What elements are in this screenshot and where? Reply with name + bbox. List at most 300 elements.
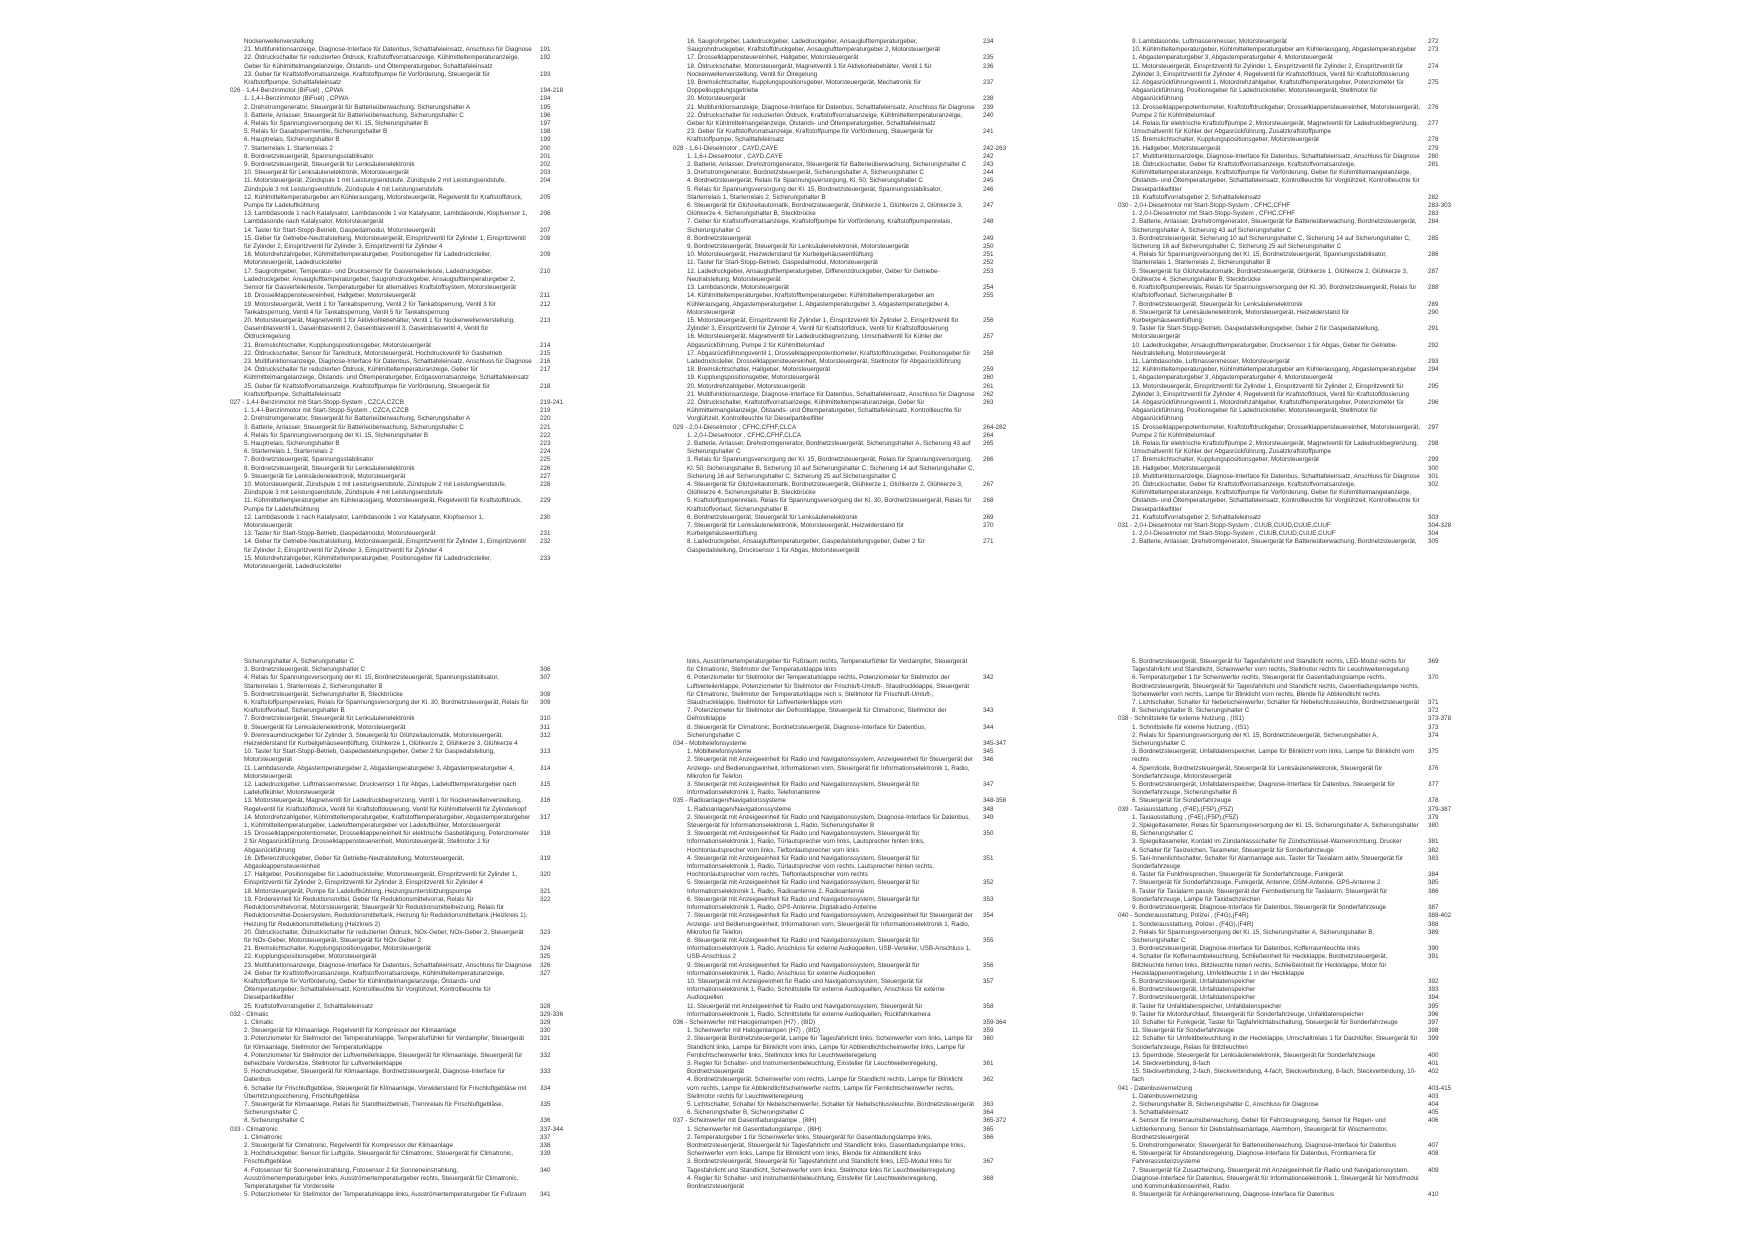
entry-text: 2. Batterie, Anlasser, Drehstromgenerator, Steuergerät für Batterieüberwachung, Sicherungshalter C bbox=[687, 161, 967, 169]
section-heading bbox=[1118, 202, 1488, 210]
page-number: 396 bbox=[1428, 1010, 1439, 1018]
page-number: 364 bbox=[983, 1109, 994, 1117]
entry-text: 7. Potenziometer für Stellmotor der Defrostklappe, Steuergerät für Climatronic, Stellmotor der Defrostklappe bbox=[687, 707, 947, 723]
entry-text: 032 - Climatic bbox=[230, 1010, 269, 1018]
index-entry bbox=[687, 38, 1043, 54]
index-entry bbox=[244, 888, 600, 896]
index-entry bbox=[1132, 268, 1488, 284]
index-entry bbox=[244, 251, 600, 267]
entry-text: 8. Steuergerät für Lenksäulenelektronik, Motorsteuergerät, Heizwiderstand für Kurbelgehäuseentlüftung bbox=[1132, 308, 1350, 324]
index-entry bbox=[1132, 1150, 1488, 1166]
page-number: 325 bbox=[540, 953, 551, 961]
entry-text: 23. Multifunktionsanzeige, Diagnose-Interface für Datenbus, Schalttafeleinsatz, Anschluss für Diagnose bbox=[244, 961, 532, 969]
entry-text: 5. Hochdruckgeber, Steuergerät für Klimaanlage, Bordnetzsteuergerät, Diagnose-Interface für Datenbus bbox=[244, 1068, 506, 1084]
entry-text: 11. Steuergerät mit Anzeigeeinheit für Radio und Navigationssystem, Steuergerät für Informationselektronik 1, Radio, Schnittstelle für externe Audioquellen, Rückfahrkamera bbox=[687, 1002, 931, 1018]
index-entry bbox=[244, 514, 600, 530]
entry-text: 13. Lambdasonde 1 nach Katalysator, Lambdasonde 1 vor Katalysator, Lambdasonde, Klopfsensor 1, Lambdasonde nach Katalysator, Motorsteuergerät bbox=[244, 210, 528, 226]
page-number: 213 bbox=[540, 316, 551, 324]
entry-text: 15. Drosselklappenpotentiometer, Kraftstoffdruckgeber, Drosselklappensteuereinheit, Motorsteuergerät, Pumpe 2 für Kühlmittelumlauf bbox=[1132, 423, 1420, 439]
index-entry bbox=[244, 120, 600, 128]
page-number: 297 bbox=[1428, 423, 1439, 431]
entry-text: 7. Bordnetzsteuergerät, Steuergerät für Lenksäulenelektronik bbox=[1132, 300, 1303, 308]
index-entry bbox=[1132, 1003, 1488, 1011]
index-entry bbox=[244, 530, 600, 538]
page-number: 372 bbox=[1428, 707, 1439, 715]
entry-text: 3. Steuergerät mit Anzeigeeinheit für Radio und Navigationssystem, Steuergerät für Informationselektronik 1, Radio, Telefonantenne bbox=[687, 781, 920, 797]
entry-text: 8. Steuergerät für Climatronic, Bordnetzsteuergerät, Diagnose-Interface für Datenbus, Sicherungshalter C bbox=[687, 723, 927, 739]
entry-text: 6. Steuergerät für Abstandsregelung, Diagnose-Interface für Datenbus, Frontkamera für Fahrerassistenzsysteme bbox=[1132, 1150, 1376, 1166]
index-entry bbox=[687, 814, 1043, 830]
entry-text: 9. Bordnetzsteuergerät, Steuergerät für Lenksäulenelektronik bbox=[244, 161, 415, 169]
entry-text: 16. Relais für elektrische Kraftstoffpumpe 2, Motorsteuergerät, Magnetventil für Ladedruckbegrenzung, Umschaltventil für Kühler der Abgasrückführung, Zusatzkraftstoffpumpe bbox=[1132, 439, 1419, 456]
entry-text: 4. Schalter für Kofferraumbeleuchtung, Schließeinheit für Heckklappe, Bordnetzsteuergerät, Blitzleuchte hinten links, Blitzleuchte hinten rechts, Schließeinheit für Heckklappe, Motor für Heckklappenentriegelung, Umfeldleuchte 1 in der Heckklappe bbox=[1132, 953, 1388, 977]
page-number: 398 bbox=[1428, 1027, 1439, 1035]
entry-text: 034 - Mobiltelefonsysteme bbox=[673, 740, 747, 748]
entry-text: 5. Kraftstoffpumpenrelais, Relais für Spannungsversorgung der Kl. 30, Bordnetzsteuergerät, Relais für Kraftstoffvorlauf, Sicherungshalter B bbox=[687, 497, 972, 513]
index-entry bbox=[1132, 781, 1488, 797]
page-number: 329 bbox=[540, 1018, 551, 1026]
entry-text: 8. Taster für Taxialarm passiv, Steuergerät der Fernbedienung für Taxialarm, Steuergerät für Sonderfahrzeuge, Lampe für Taxidachzeichen bbox=[1132, 887, 1388, 903]
page-number: 240 bbox=[983, 111, 994, 119]
entry-text: 23. Geber für Kraftstoffvorratsanzeige, Kraftstoffpumpe für Vorförderung, Steuergerät für Kraftstoffpumpe, Schalttafeleinsatz bbox=[687, 128, 933, 144]
page-number: 216 bbox=[540, 357, 551, 365]
index-entry bbox=[244, 104, 600, 112]
index-entry bbox=[244, 169, 600, 177]
index-entry bbox=[244, 497, 600, 513]
index-entry bbox=[244, 871, 600, 887]
page-number: 377 bbox=[1428, 781, 1439, 789]
page-number: 379-387 bbox=[1428, 805, 1452, 813]
index-entry bbox=[1132, 921, 1488, 929]
entry-text: 12. Ladedruckgeber, Ansauglufttemperaturgeber, Differenzdruckgeber, Geber für Getriebe-Neutralstellung, Motorsteuergerät bbox=[687, 267, 940, 283]
entry-text: 7. Steuergerät für Klimaanlage, Relais für Standheizbetrieb, Trennrelais für Frischluftgebläse, Sicherungshalter C bbox=[244, 1100, 504, 1117]
entry-text: 18. Hallgeber, Motorsteuergerät bbox=[1132, 464, 1221, 472]
index-entry bbox=[1132, 994, 1488, 1002]
page-number: 316 bbox=[540, 797, 551, 805]
index-entry bbox=[1132, 63, 1488, 79]
index-entry bbox=[244, 748, 600, 764]
entry-text: 24. Geber für Kraftstoffvorratsanzeige, Kraftstoffvorratsanzeige, Kühlmitteltemperaturanzeige, Kraftstoffpumpe für Vorförderung, Geber für Kühlmittelmangelanzeige, Ölstands- und Öltemperaturgeber, Schalttafeleinsatz, Kontrollleuchte für Vorglühzeit, Kontrollleuchte für Dieselpartikelfilter bbox=[244, 969, 505, 1002]
entry-text: 2. Sicherungshalter B, Sicherungshalter C, Anschluss für Diagnose bbox=[1132, 1100, 1319, 1108]
index-entry bbox=[244, 38, 600, 46]
index-entry bbox=[244, 945, 600, 953]
entry-text: 20. Motordrehzahlgeber, Motorsteuergerät bbox=[687, 382, 805, 390]
entry-text: 5. Taxi-Innenlichtschalter, Schalter für Alarmanlage aus, Taster für Taxialarm aktiv, Steuergerät für Sonderfahrzeuge bbox=[1132, 854, 1404, 871]
entry-text: 1. Climatic bbox=[244, 1018, 274, 1026]
entry-text: 4. Relais für Spannungsversorgung der Kl. 15, Sicherungshalter B bbox=[244, 431, 429, 439]
page-number: 370 bbox=[1428, 674, 1439, 682]
index-entry bbox=[687, 522, 1043, 538]
page-number: 229 bbox=[540, 497, 551, 505]
page-number: 285 bbox=[1428, 234, 1439, 242]
entry-text: 10. Schalter für Funkgerät, Taster für Tagfahrlichtabschaltung, Steuergerät für Sonderfahrzeuge bbox=[1132, 1018, 1398, 1026]
entry-text: 4. Potenziometer für Stellmotor der Luftverteilerklappe, Steuergerät für Klimaanlage, Steuergerät für beheizbare Vordersitze, Stellmotor für Luftverteilerklappe bbox=[244, 1051, 523, 1067]
entry-text: 4. Schalter für Taxizeichen, Taxameter, Steuergerät für Sonderfahrzeuge bbox=[1132, 846, 1334, 854]
index-entry bbox=[244, 128, 600, 136]
page-number: 311 bbox=[540, 723, 551, 731]
index-entry bbox=[687, 1126, 1043, 1134]
page-number: 238 bbox=[983, 95, 994, 103]
index-entry bbox=[1132, 1068, 1488, 1084]
index-entry bbox=[687, 855, 1043, 880]
index-entry bbox=[687, 514, 1043, 522]
entry-text: 17. Saugrohrgeber, Temperatur- und Drucksensor für Gasverteilerleiste, Ladedruckgeber, Ladedruckgeber, Ansauglufttemperaturgeber, Saugrohrdruckgeber, Ansauglufttemperaturgeber 2, Sensor für Gasverteilerleiste, Temperaturgeber für alternatives Kraftstoffsystem, Motorsteuergerät bbox=[244, 267, 517, 292]
page-number: 310 bbox=[540, 715, 551, 723]
entry-text: 031 - 2,0-l-Dieselmotor mit Start-Stopp-System , CUUB,CUUD,CUUE,CUUF bbox=[1118, 521, 1331, 529]
page-number: 368 bbox=[983, 1174, 994, 1182]
entry-text: 7. Steuergerät mit Anzeigeeinheit für Radio und Navigationssystem, Anzeigeeinheit für Steuergerät der Anzeige- und Bedienungseinheit, Informationen vorn, Steuergerät für Informationselektronik 1, Radio, Mikrofon für Telefon bbox=[687, 912, 973, 936]
index-entry bbox=[1132, 251, 1488, 267]
page-number: 264 bbox=[983, 431, 994, 439]
entry-text: 1. 1,4-l-Benzinmotor mit Start-Stopp-System , CZCA,CZCB bbox=[244, 407, 409, 415]
page-number: 239 bbox=[983, 103, 994, 111]
page-number: 234 bbox=[983, 38, 994, 45]
index-entry bbox=[244, 95, 600, 103]
index-entry bbox=[687, 658, 1043, 674]
index-entry bbox=[687, 104, 1043, 112]
index-entry bbox=[1132, 879, 1488, 887]
index-entry bbox=[244, 896, 600, 929]
index-entry bbox=[244, 1134, 600, 1142]
page-number: 376 bbox=[1428, 764, 1439, 772]
page-number: 323 bbox=[540, 928, 551, 936]
page-number: 251 bbox=[983, 251, 994, 259]
entry-text: 2. Relais für Spannungsversorgung der Kl. 15, Sicherungshalter A, Sicherungshalter B, Sicherungshalter C bbox=[1132, 928, 1375, 944]
entry-text: 6. Temperaturgeber 1 für Scheinwerfer rechts, Steuergerät für Gasentladungslampe rechts, Bordnetzsteuergerät, Steuergerät für Tagesfahrlicht und Standlicht rechts, Gasentladungslampe rechts, Scheinwerfer vorn rechts, Lampe für Blinklicht vorn rechts, Blende für Abblendlicht rechts bbox=[1132, 674, 1420, 698]
page-number: 326 bbox=[540, 961, 551, 969]
entry-text: 14. Abgasrückführungsventil 1, Motordrehzahlgeber, Kraftstofftemperaturgeber, Potenziometer für Abgasrückführung, Positionsgeber für Ladedrucksteller, Motorsteuergerät, Stellmotor für Abgasrückführung bbox=[1132, 398, 1404, 423]
page-number: 309 bbox=[540, 699, 551, 707]
index-entry bbox=[244, 194, 600, 210]
page-number: 324 bbox=[540, 945, 551, 953]
page-number: 352 bbox=[983, 879, 994, 887]
index-entry bbox=[687, 497, 1043, 513]
index-entry bbox=[244, 1101, 600, 1117]
page-number: 314 bbox=[540, 764, 551, 772]
entry-text: 028 - 1,6-l-Dieselmotor , CAYD,CAYE bbox=[673, 144, 778, 152]
page-number: 388-402 bbox=[1428, 912, 1452, 920]
page-number: 220 bbox=[540, 415, 551, 423]
page-number: 286 bbox=[1428, 251, 1439, 259]
index-entry bbox=[244, 1117, 600, 1125]
index-entry bbox=[687, 374, 1043, 382]
page-number: 336 bbox=[540, 1117, 551, 1125]
index-entry bbox=[244, 292, 600, 300]
index-entry bbox=[244, 953, 600, 961]
index-column bbox=[230, 658, 600, 1199]
page-number: 258 bbox=[983, 349, 994, 357]
page-number: 195 bbox=[540, 103, 551, 111]
page-number: 214 bbox=[540, 341, 551, 349]
page-number: 358 bbox=[983, 1002, 994, 1010]
entry-text: 029 - 2,0-l-Dieselmotor , CFHC,CFHF,CLCA bbox=[673, 423, 797, 431]
entry-text: 19. Motorsteuergerät, Ventil 1 für Tankabsperrung, Ventil 2 für Tankabsperrung, Ventil 3 für Tankabsperrung, Ventil 4 für Tankabsperrung, Ventil 5 für Tankabsperrung bbox=[244, 300, 496, 316]
entry-text: 22. Öldruckschalter für reduzierten Öldruck, Kraftstoffvorratsanzeige, Kühlmitteltemperaturanzeige, Geber für Kühlmittelmangelanzeige, Ölstands- und Öltemperaturgeber, Schalttafeleinsatz bbox=[244, 54, 520, 70]
page-number: 237 bbox=[983, 79, 994, 87]
entry-text: 18. Bremslichtschalter, Hallgeber, Motorsteuergerät bbox=[687, 366, 831, 374]
index-entry bbox=[687, 937, 1043, 962]
entry-text: 21. Multifunktionsanzeige, Diagnose-Interface für Datenbus, Schalttafeleinsatz, Anschluss für Diagnose bbox=[244, 46, 532, 54]
entry-text: 9. Steuergerät für Lenksäulenelektronik, Motorsteuergerät bbox=[244, 472, 406, 480]
page-number: 280 bbox=[1428, 152, 1439, 160]
entry-text: 3. Potenziometer für Stellmotor der Temperaturklappe, Temperaturfühler für Verdampfer, Steuergerät für Klimaanlage, Stellmotor der Temperaturklappe bbox=[244, 1035, 525, 1051]
entry-text: 1. Climatronic bbox=[244, 1133, 283, 1141]
index-entry bbox=[244, 781, 600, 797]
page-number: 375 bbox=[1428, 748, 1439, 756]
entry-text: 14. Motordrehzahlgeber, Kühlmitteltemperaturgeber, Kraftstofftemperaturgeber, Abgastemperaturgeber 1, Kühlmitteltemperaturgeber, Ladelufttemperaturgeber vor Ladeluftkühler, Motorsteuergerät bbox=[244, 813, 531, 830]
entry-text: 6. Steuergerät mit Anzeigeeinheit für Radio und Navigationssystem, Steuergerät für Informationselektronik 1, Radio, GPS-Antenne, Digitalradio-Antenne bbox=[687, 895, 920, 912]
index-entry bbox=[1132, 46, 1488, 62]
page-number: 198 bbox=[540, 128, 551, 136]
entry-text: 6. Kraftstoffpumpenrelais, Relais für Spannungsversorgung der Kl. 30, Bordnetzsteuergerät, Relais für Kraftstoffvorlauf, Sicherungshalter B bbox=[1132, 284, 1417, 300]
entry-text: 21. Multifunktionsanzeige, Diagnose-Interface für Datenbus, Schalttafeleinsatz, Anschluss für Diagnose bbox=[687, 390, 975, 398]
entry-text: 10. Steuergerät mit Anzeigeeinheit für Radio und Navigationssystem, Steuergerät für Informationselektronik 1, Radio, Schnittstelle für externe Audioquellen, Anschluss für externe Audioquellen bbox=[687, 977, 945, 1002]
index-entry bbox=[1132, 732, 1488, 748]
entry-text: 6. Schalter für Frischluftgebläse, Steuergerät für Klimaanlage, Vorwiderstand für Frischluftgebläse mit Überhitzungssicherung, Frischluftgebläse bbox=[244, 1084, 527, 1100]
index-entry bbox=[687, 1076, 1043, 1101]
page-number: 367 bbox=[983, 1158, 994, 1166]
entry-text: 4. Fotosensor für Sonneneinstrahlung, Fotosensor 2 für Sonneneinstrahlung, Ausströmertemperaturgeber links, Ausströmertemperaturgeber rechts, Steuergerät für Climatronic, Temperaturgeber für Vorderseite bbox=[244, 1166, 519, 1190]
page-number: 406 bbox=[1428, 1117, 1439, 1125]
page-number: 194-218 bbox=[540, 87, 564, 95]
page-number: 394 bbox=[1428, 994, 1439, 1002]
page-number: 349 bbox=[983, 813, 994, 821]
page-number: 219 bbox=[540, 407, 551, 415]
index-entry bbox=[1132, 707, 1488, 715]
entry-text: 1. 2,0-l-Dieselmotor mit Start-Stopp-System , CUUB,CUUD,CUUE,CUUF bbox=[1132, 530, 1336, 538]
index-entry bbox=[244, 699, 600, 715]
index-entry bbox=[687, 218, 1043, 234]
page-number: 291 bbox=[1428, 325, 1439, 333]
index-entry bbox=[244, 383, 600, 399]
page-number: 219-241 bbox=[540, 398, 564, 406]
index-entry bbox=[244, 358, 600, 366]
page-number: 383 bbox=[1428, 854, 1439, 862]
entry-text: 15. Drosselklappenpotentiometer, Drosselklappeneinheit für elektrische Gasbetätigung, Potenziometer 2 für Abgasrückführung, Drosselklappensteuereinheit, Motorsteuergerät, Stellmotor 2 für Abgasrückführung bbox=[244, 830, 530, 854]
page-number: 284 bbox=[1428, 218, 1439, 226]
page-number: 200 bbox=[540, 144, 551, 152]
page-number: 308 bbox=[540, 690, 551, 698]
index-entry bbox=[244, 1150, 600, 1166]
index-entry bbox=[1132, 235, 1488, 251]
page-number: 399 bbox=[1428, 1035, 1439, 1043]
page-number: 385 bbox=[1428, 879, 1439, 887]
index-entry bbox=[244, 54, 600, 70]
entry-text: 22. Öldruckschalter, Kraftstoffvorratsanzeige, Kühlmitteltemperaturanzeige, Geber für Kühlmittelmangelanzeige, Ölstands- und Öltemperaturgeber, Schalttafeleinsatz, Kontrollleuchte für Vorglühzeit, Kontrollleuchte für Dieselpartikelfilter bbox=[687, 398, 962, 423]
entry-text: 027 - 1,4-l-Benzinmotor mit Start-Stopp-System , CZCA,CZCB bbox=[230, 398, 404, 406]
index-entry bbox=[1132, 514, 1488, 522]
page-number: 304 bbox=[1428, 530, 1439, 538]
entry-text: 8. Bordnetzsteuergerät bbox=[687, 234, 752, 242]
entry-text: 10. Ladedruckgeber, Ansauglufttemperaturgeber, Drucksensor 1 für Abgas, Geber für Getriebe-Neutralstellung, Motorsteuergerät bbox=[1132, 341, 1398, 357]
entry-text: 12. Kühlmitteltemperaturgeber, Kühlmitteltemperaturgeber am Kühlerausgang, Abgastemperaturgeber 1, Abgastemperaturgeber 3, Abgastemperaturgeber 4, Motorsteuergerät bbox=[1132, 366, 1417, 382]
index-entry bbox=[244, 830, 600, 855]
entry-text: 7. Bordnetzsteuergerät, Unfalldatenspeicher bbox=[1132, 994, 1256, 1002]
entry-text: 22. Kupplungspositionsgeber, Motorsteuergerät bbox=[244, 953, 377, 961]
page-number: 335 bbox=[540, 1100, 551, 1108]
index-entry bbox=[687, 748, 1043, 756]
page-number: 211 bbox=[540, 292, 551, 300]
entry-text: 2. Steuergerät für Climatronic, Regelventil für Kompressor der Klimaanlage bbox=[244, 1141, 453, 1149]
page-number: 410 bbox=[1428, 1191, 1439, 1199]
index-entry bbox=[687, 1134, 1043, 1159]
index-entry bbox=[244, 432, 600, 440]
index-entry bbox=[687, 268, 1043, 284]
page-number: 196 bbox=[540, 111, 551, 119]
entry-text: 14. Geber für Getriebe-Neutralstellung, Motorsteuergerät, Einspritzventil für Zylinder 1, Einspritzventil für Zylinder 2, Einspritzventil für Zylinder 3, Einspritzventil für Zylinder 4 bbox=[244, 538, 526, 554]
index-entry bbox=[244, 448, 600, 456]
page-number: 207 bbox=[540, 226, 551, 234]
index-entry bbox=[687, 54, 1043, 62]
index-entry bbox=[1132, 342, 1488, 358]
page-number: 312 bbox=[540, 731, 551, 739]
page-number: 318 bbox=[540, 830, 551, 838]
entry-text: 7. Steuergerät für Zusatzheizung, Steuergerät mit Anzeigeeinheit für Radio und Navigationssystem, Diagnose-Interface für Datenbus, Steuergerät für Informationselektronik 1, Steuergerät für Notrufmodul und Kommunikationseinheit, Radio bbox=[1132, 1166, 1419, 1190]
index-entry bbox=[687, 383, 1043, 391]
page-number: 392 bbox=[1428, 977, 1439, 985]
page-number: 294 bbox=[1428, 366, 1439, 374]
page-number: 272 bbox=[1428, 38, 1439, 45]
entry-text: 12. Kühlmitteltemperaturgeber am Kühlerausgang, Motorsteuergerät, Regelventil für Kraftstoffdruck, Pumpe für Ladeluftkühlung bbox=[244, 193, 523, 210]
index-entry bbox=[1132, 1117, 1488, 1142]
entry-text: 4. Steuergerät für Glühzeitautomatik, Bordnetzsteuergerät, Glühkerze 1, Glühkerze 2, Glühkerze 3, Glühkerze 4, Sicherungshalter B, Steckbrücke bbox=[687, 480, 963, 497]
section-heading bbox=[1118, 806, 1488, 814]
entry-text: 14. Steckverbindung, 8-fach bbox=[1132, 1059, 1211, 1067]
page-number: 202 bbox=[540, 161, 551, 169]
index-entry bbox=[687, 724, 1043, 740]
entry-text: 4. Relais für Spannungsversorgung der Kl. 15, Bordnetzsteuergerät, Spannungsstabilisator, Starterrelais 1, Starterrelais 2, Sicherungshalter B bbox=[1132, 251, 1387, 267]
index-entry bbox=[687, 781, 1043, 797]
index-entry bbox=[1132, 530, 1488, 538]
page-number: 298 bbox=[1428, 439, 1439, 447]
index-entry bbox=[1132, 325, 1488, 341]
index-entry bbox=[687, 95, 1043, 103]
page-number: 328 bbox=[540, 1002, 551, 1010]
entry-text: 18. Öldruckschalter, Motorsteuergerät, Magnetventil 1 für Aktivkohlebehälter, Ventil 1 für Nockenwellenverstellung, Ventil für Ölregelung bbox=[687, 62, 932, 78]
page-number: 333 bbox=[540, 1068, 551, 1076]
entry-text: 3. Bordnetzsteuergerät, Steuergerät für Tagesfahrlicht und Standlicht links, LED-Modul links für Tagesfahrlicht und Standlicht, Scheinwerfer vorn links, Stellmotor links für Leuchtweitenregelung bbox=[687, 1158, 955, 1174]
entry-text: 6. Taster für Funkfreisprechen, Steuergerät für Sonderfahrzeuge, Funkgerät bbox=[1132, 871, 1343, 879]
index-entry bbox=[1132, 986, 1488, 994]
page-number: 292 bbox=[1428, 341, 1439, 349]
page-number: 191 bbox=[540, 46, 551, 54]
index-column bbox=[1118, 38, 1488, 547]
page-number: 246 bbox=[983, 185, 994, 193]
index-column bbox=[673, 38, 1043, 555]
entry-text: 20. Öldruckschalter, Geber für Kraftstoffvorratsanzeige, Kraftstoffvorratsanzeige, Kühlmitteltemperaturanzeige, Kraftstoffpumpe für Vorförderung, Geber für Kühlmittelmangelanzeige, Ölstands- und Öltemperaturgeber, Schalttafeleinsatz, Kontrollleuchte für Vorglühzeit, Kontrollleuchte für Dieselpartikelfilter bbox=[1132, 480, 1420, 513]
page-number: 355 bbox=[983, 936, 994, 944]
index-entry bbox=[244, 153, 600, 161]
entry-text: 7. Bordnetzsteuergerät, Steuergerät für Lenksäulenelektronik bbox=[244, 715, 415, 723]
page-number: 208 bbox=[540, 234, 551, 242]
page-number: 210 bbox=[540, 267, 551, 275]
index-entry bbox=[1132, 399, 1488, 424]
entry-text: 15. Geber für Getriebe-Neutralstellung, Motorsteuergerät, Einspritzventil für Zylinder 1, Einspritzventil für Zylinder 2, Einspritzventil für Zylinder 3, Einspritzventil für Zylinder 4 bbox=[244, 234, 526, 251]
page-number: 230 bbox=[540, 513, 551, 521]
page-number: 319 bbox=[540, 854, 551, 862]
entry-text: 4. Bordnetzsteuergerät, Relais für Spannungsversorgung, Kl. 50, Sicherungshalter C bbox=[687, 177, 923, 185]
index-entry bbox=[244, 1035, 600, 1051]
index-entry bbox=[244, 962, 600, 970]
page-number: 293 bbox=[1428, 357, 1439, 365]
entry-text: 11. Taster für Start-Stopp-Betrieb, Gaspedalmodul, Motorsteuergerät bbox=[687, 259, 878, 267]
index-entry bbox=[244, 1085, 600, 1101]
index-entry bbox=[1132, 473, 1488, 481]
entry-text: 7. Bordnetzsteuergerät, Spannungsstabilisator bbox=[244, 456, 374, 464]
index-entry bbox=[687, 202, 1043, 218]
index-entry bbox=[1132, 79, 1488, 104]
entry-text: 3. Regler für Schalter- und Instrumentenbeleuchtung, Einsteller für Leuchtweitenregelung, Bordnetzsteuergerät bbox=[687, 1059, 938, 1076]
page-number: 250 bbox=[983, 243, 994, 251]
page-number: 247 bbox=[983, 202, 994, 210]
page-number: 351 bbox=[983, 854, 994, 862]
entry-text: 6. Bordnetzsteuergerät, Steuergerät für Lenksäulenelektronik bbox=[687, 513, 858, 521]
page-number: 288 bbox=[1428, 284, 1439, 292]
page-number: 366 bbox=[983, 1133, 994, 1141]
index-entry bbox=[1132, 945, 1488, 953]
index-entry bbox=[244, 1167, 600, 1192]
page-number: 303 bbox=[1428, 513, 1439, 521]
page-number: 386 bbox=[1428, 887, 1439, 895]
index-column bbox=[673, 658, 1043, 1191]
entry-text: 18. Öldruckschalter, Geber für Kraftstoffvorratsanzeige, Kraftstoffvorratsanzeige, Kühlmitteltemperaturanzeige, Kraftstoffpumpe für Vorförderung, Geber für Kühlmittelmangelanzeige, Ölstands- und Öltemperaturgeber, Schalttafeleinsatz, Kontrollleuchte für Vorglühzeit, Kontrollleuchte für Dieselpartikelfilter bbox=[1132, 161, 1420, 193]
page-number: 244 bbox=[983, 169, 994, 177]
entry-text: 24. Öldruckschalter für reduzierten Öldruck, Kühlmitteltemperaturanzeige, Geber für Kühlmittelmangelanzeige, Ölstands- und Öltemperaturgeber, Erdgasvorratsanzeige, Schalttafeleinsatz bbox=[244, 366, 529, 382]
page-number: 283 bbox=[1428, 210, 1439, 218]
page-number: 254 bbox=[983, 284, 994, 292]
index-entry bbox=[687, 830, 1043, 855]
index-entry bbox=[244, 342, 600, 350]
page-number: 397 bbox=[1428, 1018, 1439, 1026]
entry-text: 21. Bremslichtschalter, Kupplungspositionsgeber, Motorsteuergerät bbox=[244, 945, 431, 953]
page-number: 389 bbox=[1428, 928, 1439, 936]
entry-text: 9. Bordnetzsteuergerät, Diagnose-Interface für Datenbus, Steuergerät für Sonderfahrzeuge bbox=[1132, 904, 1387, 912]
index-entry bbox=[244, 724, 600, 732]
index-entry bbox=[687, 161, 1043, 169]
page-number: 281 bbox=[1428, 161, 1439, 169]
index-entry bbox=[1132, 481, 1488, 514]
index-entry bbox=[1132, 748, 1488, 764]
entry-text: 19. Kraftstoffvorratsgeber 2, Schalttafeleinsatz bbox=[1132, 193, 1262, 201]
page-number: 322 bbox=[540, 895, 551, 903]
entry-text: 7. Steuergerät für Sonderfahrzeuge, Funkgerät, Antenne, GSM-Antenne, GPS-Antenne 2 bbox=[1132, 879, 1381, 887]
page-number: 391 bbox=[1428, 953, 1439, 961]
entry-text: 19. Bremslichtschalter, Kupplungspositionsgeber, Motorsteuergerät, Mechatronik für Doppelkupplungsgetriebe bbox=[687, 79, 921, 95]
index-entry bbox=[244, 970, 600, 1003]
index-entry bbox=[244, 440, 600, 448]
entry-text: 7. Lichtschalter, Schalter für Nebelscheinwerfer, Schalter für Nebelschlussleuchte, Bordnetzsteuergerät bbox=[1132, 699, 1420, 707]
index-entry bbox=[1132, 724, 1488, 732]
page-number: 306 bbox=[540, 666, 551, 674]
page-number: 345-347 bbox=[983, 740, 1007, 748]
entry-text: 13. Drosselklappenpotentiometer, Kraftstoffdruckgeber, Drosselklappensteuereinheit, Motorsteuergerät, Pumpe 2 für Kühlmittelumlauf bbox=[1132, 103, 1420, 119]
page-number: 273 bbox=[1428, 46, 1439, 54]
entry-text: 5. Drehstromgenerator, Steuergerät für Batterieüberwachung, Diagnose-Interface für Datenbus bbox=[1132, 1141, 1397, 1149]
page-number: 341 bbox=[540, 1191, 551, 1199]
page-number: 266 bbox=[983, 456, 994, 464]
index-entry bbox=[244, 765, 600, 781]
index-entry bbox=[687, 440, 1043, 456]
index-entry bbox=[244, 415, 600, 423]
index-entry bbox=[687, 128, 1043, 144]
entry-text: 5. Bordnetzsteuergerät, Unfalldatenspeicher bbox=[1132, 977, 1256, 985]
page-number: 329-336 bbox=[540, 1010, 564, 1018]
entry-text: 12. Lambdasonde 1 nach Katalysator, Lambdasonde 1 vor Katalysator, Klopfsensor 1, Motorsteuergerät bbox=[244, 513, 484, 529]
page-number: 263 bbox=[983, 398, 994, 406]
page-number: 243 bbox=[983, 161, 994, 169]
page-number: 224 bbox=[540, 448, 551, 456]
entry-text: 6. Hauptrelais, Sicherungshalter B bbox=[244, 136, 340, 144]
